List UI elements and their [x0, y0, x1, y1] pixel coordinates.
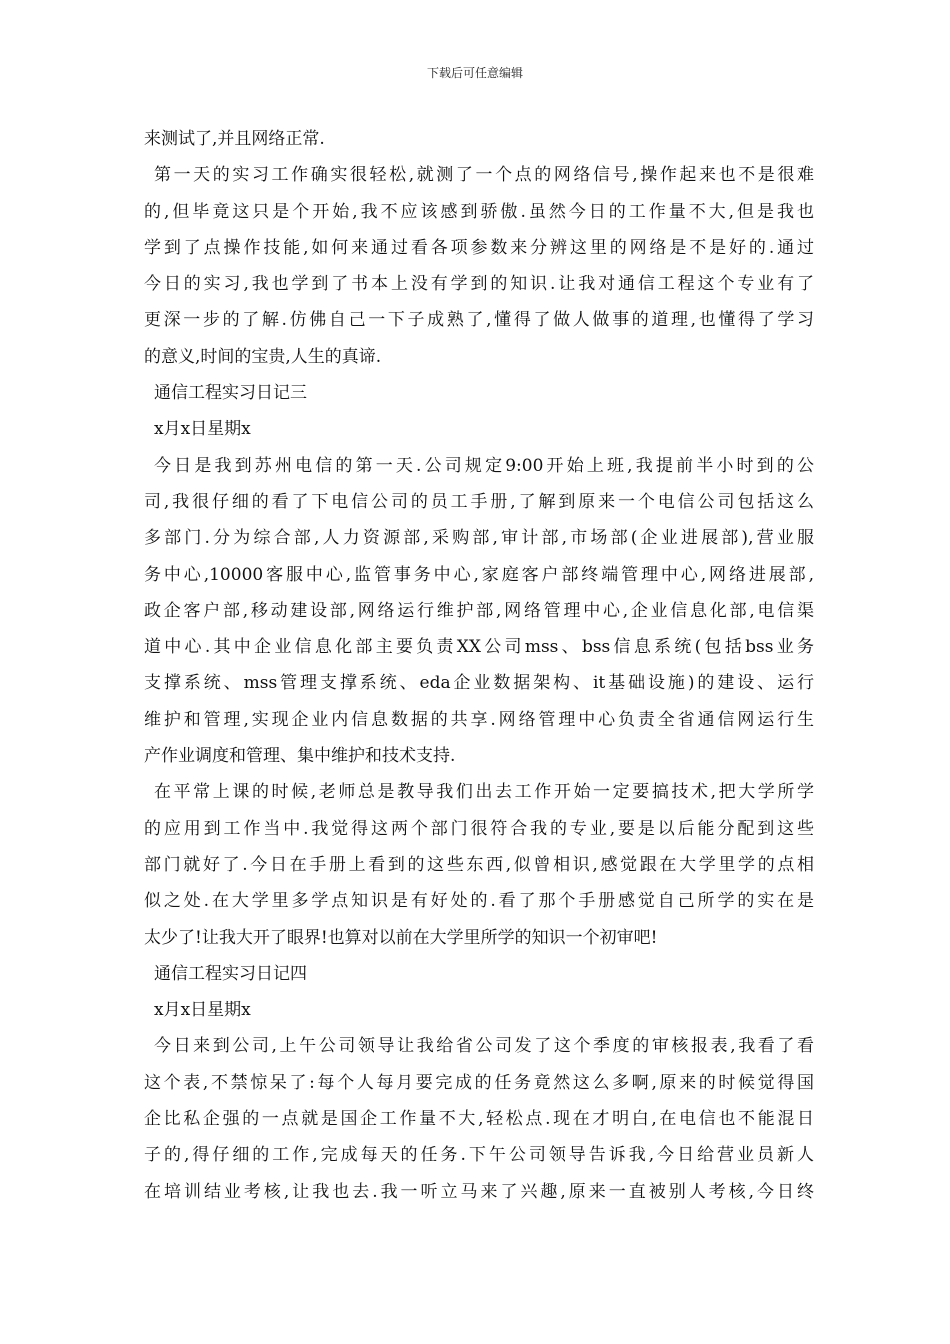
- text-line: 的意义,时间的宝贵,人生的真谛.: [144, 346, 382, 367]
- text-line: 维护和管理,实现企业内信息数据的共享.网络管理中心负责全省通信网运行生: [144, 709, 814, 730]
- text-line: 道中心.其中企业信息化部主要负责XX公司mss、bss信息系统(包括bss业务: [144, 637, 814, 658]
- text-line: 太少了!让我大开了眼界!也算对以前在大学里所学的知识一个初审吧!: [144, 927, 658, 948]
- text-line: 多部门.分为综合部,人力资源部,采购部,审计部,市场部(企业进展部),营业服: [144, 528, 814, 549]
- text-line: x月x日星期x: [154, 419, 251, 440]
- text-line: 更深一步的了解.仿佛自己一下子成熟了,懂得了做人做事的道理,也懂得了学习: [144, 310, 814, 331]
- text-line: 支撑系统、mss管理支撑系统、eda企业数据架构、it基础设施)的建设、运行: [144, 673, 814, 694]
- text-line: 的,但毕竟这只是个开始,我不应该感到骄傲.虽然今日的工作量不大,但是我也: [144, 201, 814, 222]
- text-line: 通信工程实习日记四: [154, 963, 307, 984]
- text-line: 通信工程实习日记三: [154, 383, 307, 404]
- text-line: 在平常上课的时候,老师总是教导我们出去工作开始一定要搞技术,把大学所学: [154, 782, 814, 803]
- text-line: 今日的实习,我也学到了书本上没有学到的知识.让我对通信工程这个专业有了: [144, 274, 814, 295]
- text-line: x月x日星期x: [154, 1000, 251, 1021]
- text-line: 来测试了,并且网络正常.: [144, 129, 325, 149]
- text-line: 今日是我到苏州电信的第一天.公司规定9:00开始上班,我提前半小时到的公: [154, 455, 814, 476]
- text-line: 政企客户部,移动建设部,网络运行维护部,网络管理中心,企业信息化部,电信渠: [144, 600, 814, 621]
- text-line: 似之处.在大学里多学点知识是有好处的.看了那个手册感觉自己所学的实在是: [144, 891, 814, 912]
- text-line: 子的,得仔细的工作,完成每天的任务.下午公司领导告诉我,今日给营业员新人: [144, 1145, 814, 1166]
- text-line: 第一天的实习工作确实很轻松,就测了一个点的网络信号,操作起来也不是很难: [154, 165, 814, 186]
- text-line: 的应用到工作当中.我觉得这两个部门很符合我的专业,要是以后能分配到这些: [144, 818, 814, 839]
- text-line: 司,我很仔细的看了下电信公司的员工手册,了解到原来一个电信公司包括这么: [144, 491, 814, 512]
- document-body: [144, 121, 814, 1210]
- text-line: 这个表,不禁惊呆了:每个人每月要完成的任务竟然这么多啊,原来的时候觉得国: [144, 1072, 814, 1093]
- text-line: 在培训结业考核,让我也去.我一听立马来了兴趣,原来一直被别人考核,今日终: [144, 1181, 814, 1202]
- text-line: 务中心,10000客服中心,监管事务中心,家庭客户部终端管理中心,网络进展部,: [144, 564, 814, 585]
- page-header: 下载后可任意编辑: [426, 66, 523, 80]
- text-line: 学到了点操作技能,如何来通过看各项参数来分辨这里的网络是不是好的.通过: [144, 237, 814, 258]
- text-line: 产作业调度和管理、集中维护和技术支持.: [144, 746, 456, 767]
- text-line: 今日来到公司,上午公司领导让我给省公司发了这个季度的审核报表,我看了看: [154, 1036, 814, 1057]
- text-line: 企比私企强的一点就是国企工作量不大,轻松点.现在才明白,在电信也不能混日: [144, 1109, 814, 1130]
- text-line: 部门就好了.今日在手册上看到的这些东西,似曾相识,感觉跟在大学里学的点相: [144, 854, 814, 875]
